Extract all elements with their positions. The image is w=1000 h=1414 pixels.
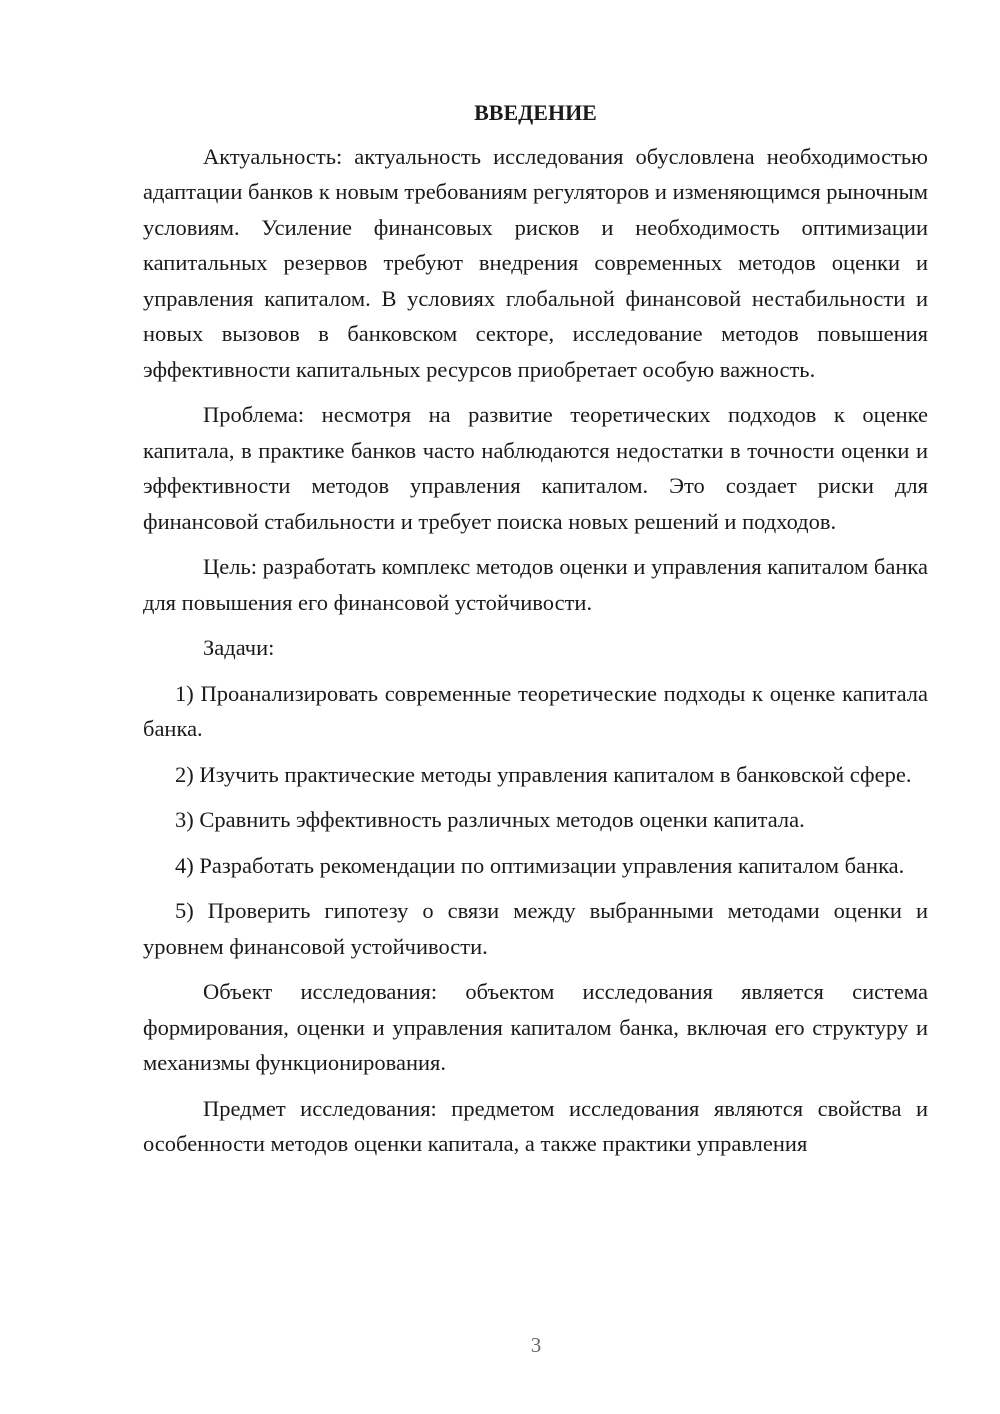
- task-item-3: 3) Сравнить эффективность различных методов оценки капитала.: [175, 807, 805, 832]
- goal-paragraph: Цель: разработать комплекс методов оценки и управления капиталом банка для повышения его финансовой устойчивости.: [143, 554, 928, 615]
- section-title: ВВЕДЕНИЕ: [474, 100, 597, 125]
- tasks-label: Задачи:: [203, 635, 275, 660]
- problem-paragraph: Проблема: несмотря на развитие теоретических подходов к оценке капитала, в практике банков часто наблюдаются недостатки в точности оценки и эффективности методов управления капиталом. Это создает риски для финансовой стабильности и требует поиска новых решений и подходов.: [143, 402, 928, 534]
- page-number: 3: [530, 1333, 542, 1357]
- task-item-2: 2) Изучить практические методы управления капиталом в банковской сфере.: [175, 761, 912, 787]
- subject-paragraph: Предмет исследования: предметом исследования являются свойства и особенности методов оценки капитала, а также практики управления: [143, 1095, 928, 1156]
- task-item-1: 1) Проанализировать современные теоретические подходы к оценке капитала банка.: [143, 680, 928, 741]
- page-content: [143, 95, 928, 1162]
- relevance-paragraph: Актуальность: актуальность исследования обусловлена необходимостью адаптации банков к новым требованиям регуляторов и изменяющимся рыночным условиям. Усиление финансовых рисков и необходимость оптимизации капитальных резервов требуют внедрения современных методов оценки и управления капиталом. В условиях глобальной финансовой нестабильности и новых вызовов в банковском секторе, исследование методов повышения эффективности капитальных ресурсов приобретает особую важность.: [143, 143, 928, 382]
- task-item-4: 4) Разработать рекомендации по оптимизации управления капиталом банка.: [175, 852, 905, 878]
- task-item-5: 5) Проверить гипотезу о связи между выбранными методами оценки и уровнем финансовой устойчивости.: [143, 898, 928, 959]
- object-paragraph: Объект исследования: объектом исследования является система формирования, оценки и управления капиталом банка, включая его структуру и механизмы функционирования.: [143, 979, 928, 1075]
